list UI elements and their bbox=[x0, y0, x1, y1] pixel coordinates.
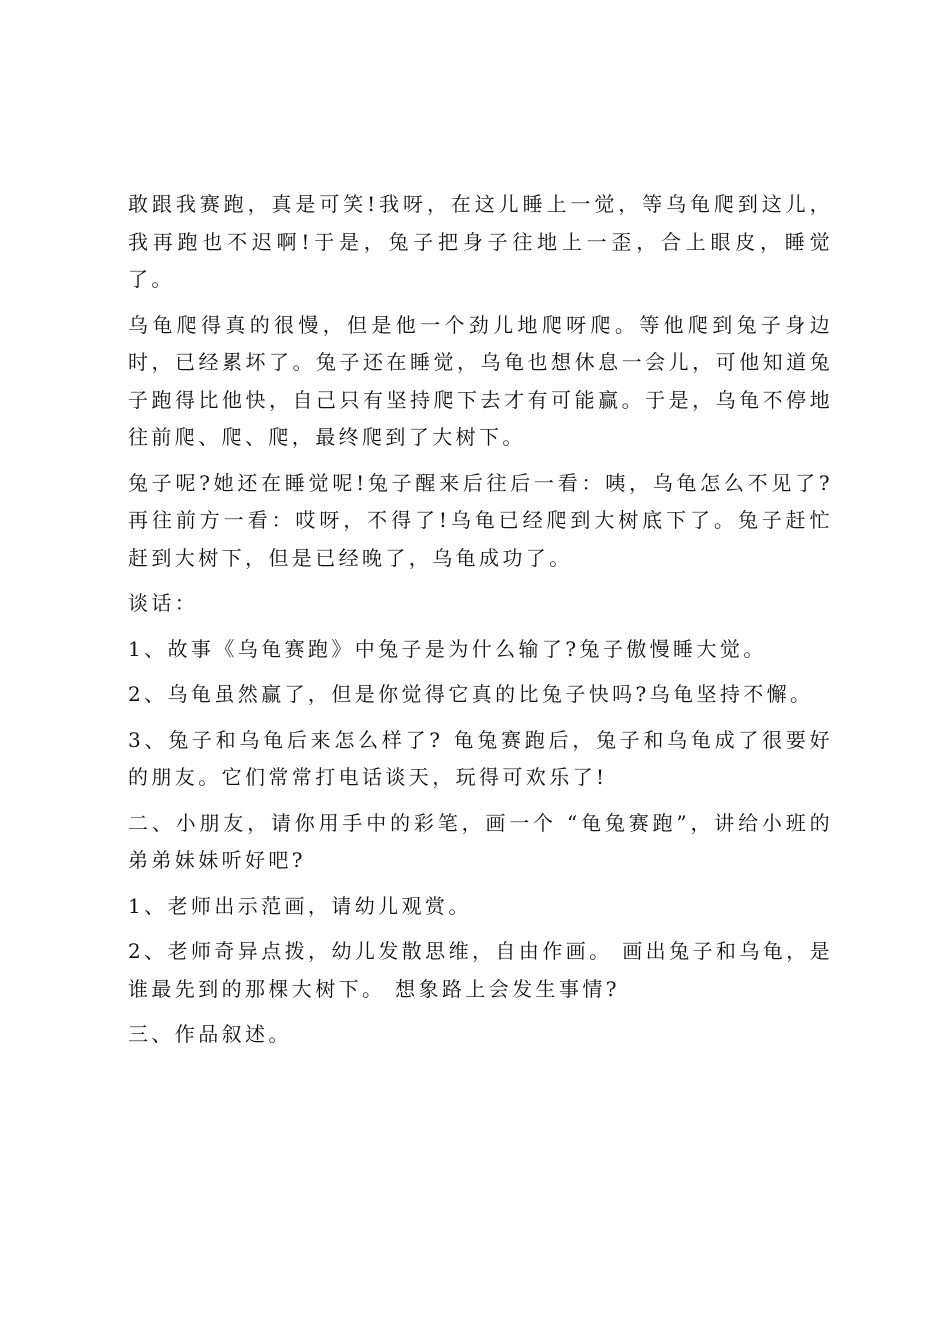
discussion-question-1: 1、故事《乌龟赛跑》中兔子是为什么输了?兔子傲慢睡大觉。 bbox=[128, 636, 767, 661]
discussion-heading: 谈话： bbox=[128, 591, 199, 615]
discussion-question-3: 3、兔子和乌龟后来怎么样了? 龟兔赛跑后，兔子和乌龟成了很要好的朋友。它们常常打电话谈天，玩得可欢乐了! bbox=[128, 727, 833, 789]
story-paragraph-1: 敢跟我赛跑，真是可笑!我呀，在这儿睡上一觉，等乌龟爬到这儿，我再跑也不迟啊!于是，兔子把身子往地上一歪，合上眼皮，睡觉了。 bbox=[128, 192, 833, 291]
story-paragraph-2: 乌龟爬得真的很慢，但是他一个劲儿地爬呀爬。等他爬到兔子身边时，已经累坏了。兔子还在睡觉，乌龟也想休息一会儿，可他知道兔子跑得比他快，自己只有坚持爬下去才有可能赢。于是，乌龟不停地往前爬、爬、爬，最终爬到了大树下。 bbox=[128, 312, 833, 449]
section-two-item-2: 2、老师奇异点拨，幼儿发散思维，自由作画。 画出兔子和乌龟，是谁最先到的那棵大树下。 想象路上会发生事情? bbox=[128, 939, 833, 1001]
section-three-heading: 三、作品叙述。 bbox=[128, 1022, 292, 1046]
discussion-question-2: 2、乌龟虽然赢了，但是你觉得它真的比兔子快吗?乌龟坚持不懈。 bbox=[128, 682, 814, 706]
story-paragraph-3: 兔子呢?她还在睡觉呢!兔子醒来后往后一看：咦，乌龟怎么不见了?再往前方一看：哎呀，不得了!乌龟已经爬到大树底下了。兔子赶忙赶到大树下，但是已经晚了，乌龟成功了。 bbox=[128, 470, 833, 570]
section-two-item-1: 1、老师出示范画，请幼儿观赏。 bbox=[128, 893, 472, 918]
document-body bbox=[128, 186, 833, 1062]
section-two-heading: 二、小朋友，请你用手中的彩笔，画一个 “龟兔赛跑”，讲给小班的弟弟妹妹听好吧? bbox=[128, 810, 833, 872]
